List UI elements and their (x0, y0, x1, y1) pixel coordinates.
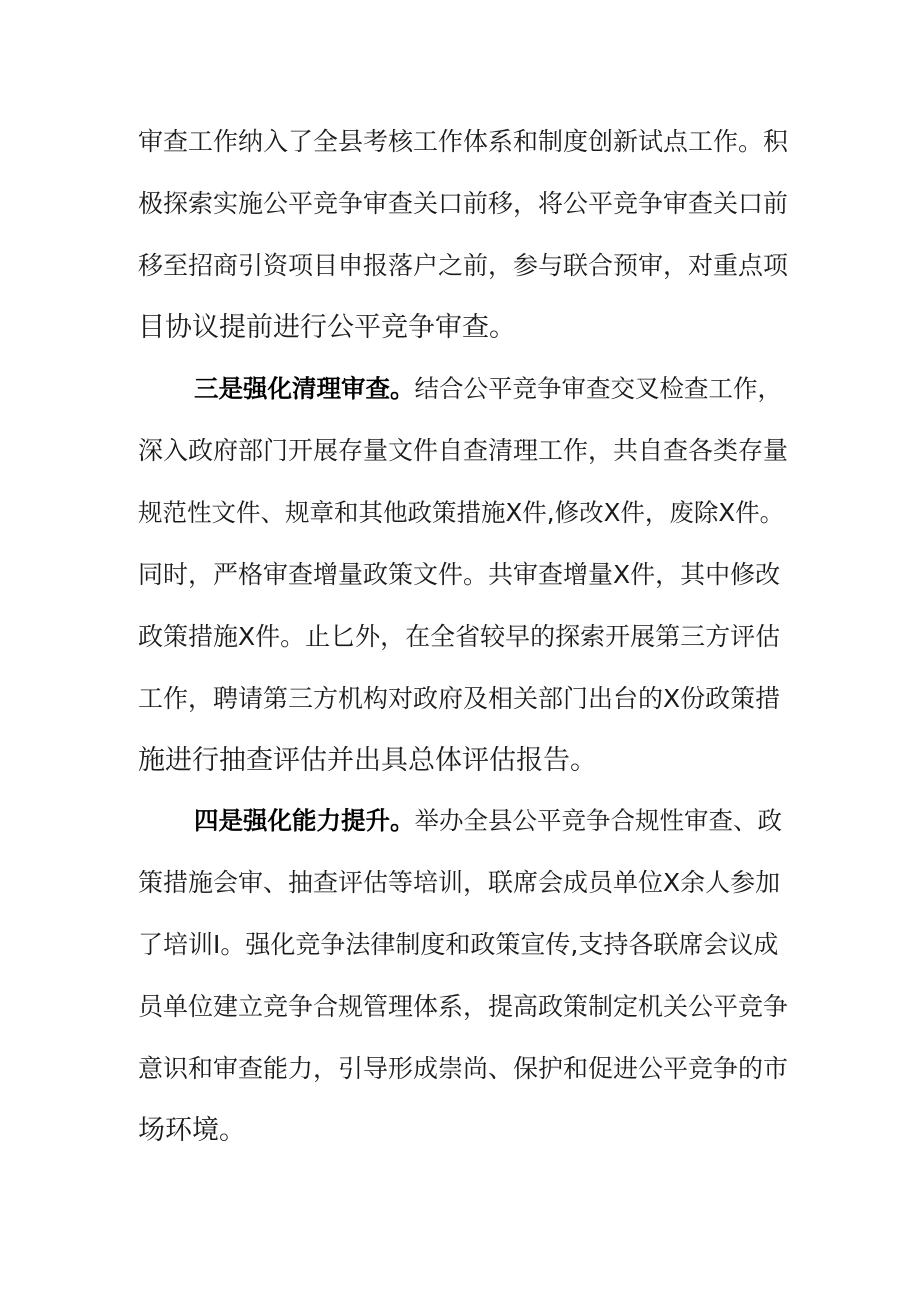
paragraph-3-line-6: 场环境。 (138, 1115, 246, 1146)
paragraph-3-line-4: 员单位建立竞争合规管理体系，提高政策制定机关公平竞争 (138, 992, 789, 1021)
paragraph-1-line-1: 审查工作纳入了全县考核工作体系和制度创新试点工作。积 (138, 127, 789, 156)
paragraph-3-line-5: 意识和审查能力，引导形成崇尚、保护和促进公平竞争的市 (138, 1054, 789, 1083)
paragraph-2-line-3: 规范性文件、规章和其他政策措施X件,修改X件，废除X件。 (138, 498, 785, 527)
paragraph-3-line-2: 策措施会审、抽查评估等培训，联席会成员单位X余人参加 (138, 868, 781, 897)
paragraph-1-line-2: 极探索实施公平竞争审查关口前移，将公平竞争审查关口前 (138, 189, 789, 218)
paragraph-3-line-1 (194, 803, 782, 839)
paragraph-2-line-6: 工作，聘请第三方机构对政府及相关部门出台的X份政策措 (138, 684, 781, 713)
paragraph-2-line-7: 施进行抽查评估并出具总体评估报告。 (138, 745, 597, 776)
paragraph-1-line-3: 移至招商引资项目申报落户之前，参与联合预审，对重点项 (138, 251, 789, 280)
paragraph-3-line-1-text: 举办全县公平竞争合规性审查、政 (414, 806, 782, 835)
paragraph-2-line-1-text: 结合公平竞争审查交叉检查工作， (414, 374, 782, 403)
paragraph-1-line-4: 目协议提前进行公平竞争审查。 (138, 312, 516, 343)
paragraph-2-line-5: 政策措施X件。止匕外，在全省较早的探索开展第三方评估 (138, 622, 781, 651)
paragraph-2-line-2: 深入政府部门开展存量文件自查清理工作，共自查各类存量 (138, 436, 789, 465)
paragraph-2-heading: 三是强化清理审查。 (194, 374, 415, 403)
paragraph-2-line-4: 同时，严格审查增量政策文件。共审查增量X件，其中修改 (138, 560, 781, 589)
paragraph-3-line-3: 了培训I。强化竞争法律制度和政策宣传,支持各联席会议成 (138, 930, 779, 959)
paragraph-2-line-1 (194, 371, 782, 407)
paragraph-3-heading: 四是强化能力提升。 (194, 806, 415, 835)
